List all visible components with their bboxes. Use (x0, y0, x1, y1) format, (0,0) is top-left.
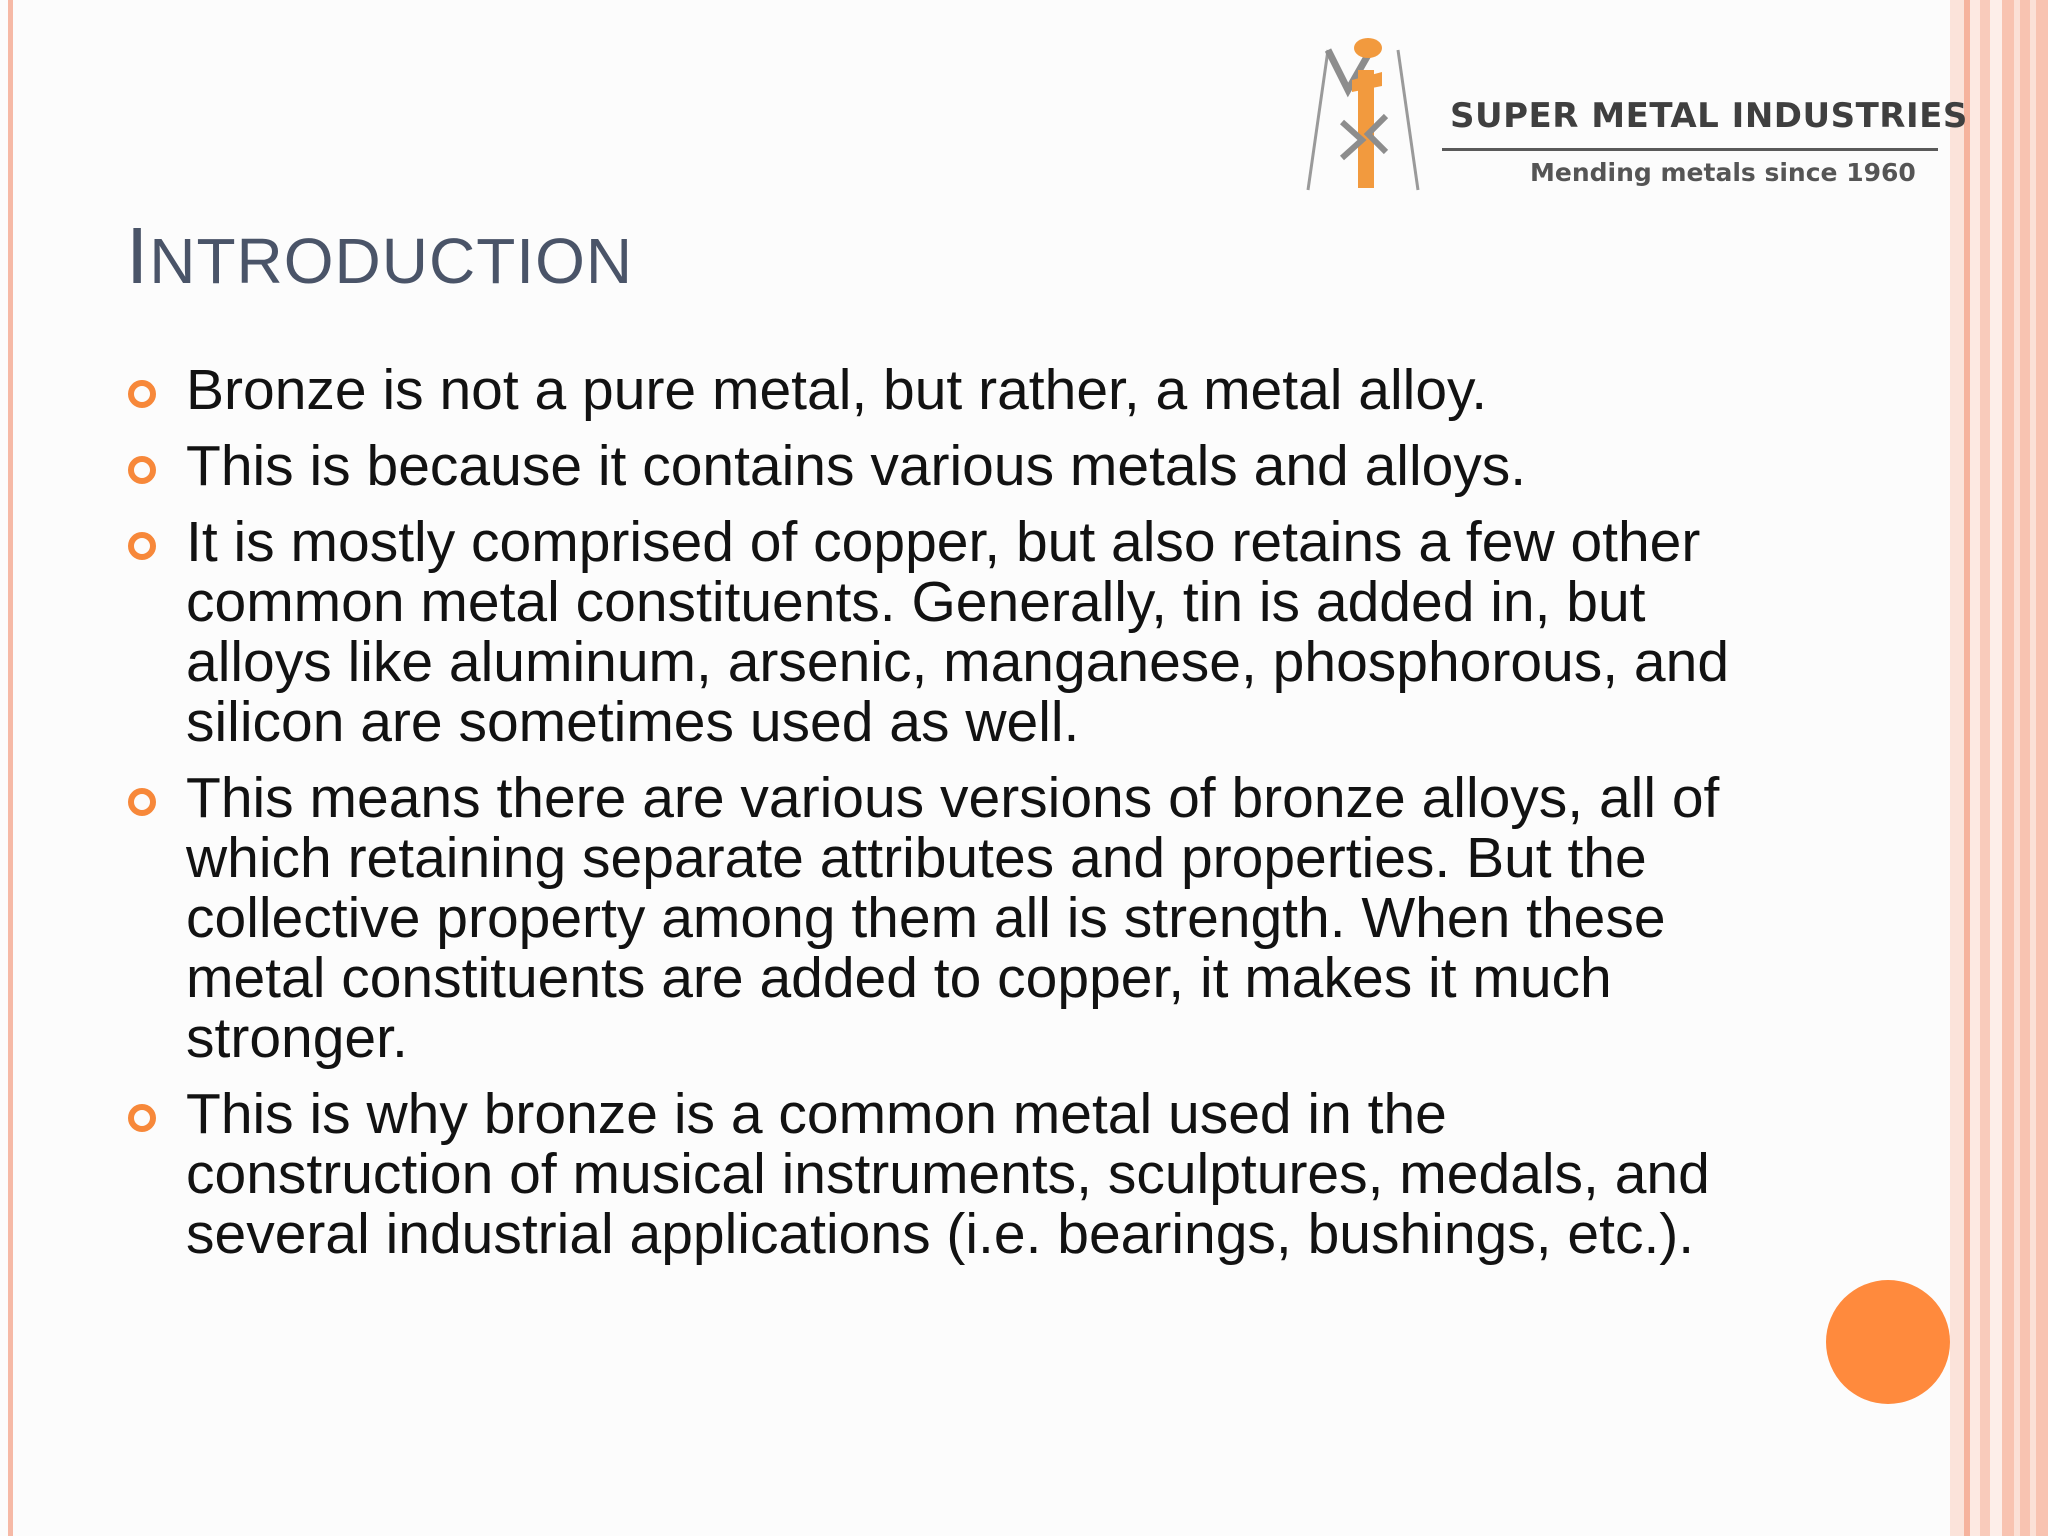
bullet-item (126, 512, 1766, 752)
slide-title-initial: I (126, 211, 150, 300)
orange-dot-decoration (1826, 1280, 1950, 1404)
right-stripe (1990, 0, 2002, 1536)
hollow-circle-bullet-icon (128, 1104, 156, 1132)
slide-title-rest: NTRODUCTION (149, 225, 634, 297)
company-logo (1290, 24, 1968, 204)
logo-company-name: SUPER METAL INDUSTRIES (1450, 96, 1968, 136)
hollow-circle-bullet-icon (128, 380, 156, 408)
bullet-text: Bronze is not a pure metal, but rather, a metal alloy. (186, 358, 1488, 422)
logo-tagline: Mending metals since 1960 (1530, 158, 1916, 187)
right-stripe (2030, 0, 2036, 1536)
bullet-text: It is mostly comprised of copper, but also retains a few other common metal constituents. Generally, tin is added in, but alloys like aluminum, arsenic, manganese, phosphorous, and silicon are sometimes used as well. (186, 510, 1730, 754)
bullet-list (126, 360, 1766, 1280)
hollow-circle-bullet-icon (128, 456, 156, 484)
right-stripe (2014, 0, 2020, 1536)
bullet-text: This is because it contains various metals and alloys. (186, 434, 1527, 498)
left-border (8, 0, 13, 1536)
bullet-item (126, 436, 1766, 496)
right-stripe (2002, 0, 2048, 1536)
bullet-text: This means there are various versions of bronze alloys, all of which retaining separate attributes and properties. But the collective property among them all is strength. When these metal constituents are added to copper, it makes it much stronger. (186, 766, 1720, 1070)
bullet-item (126, 1084, 1766, 1264)
bullet-text: This is why bronze is a common metal used in the construction of musical instruments, sculptures, medals, and several industrial applications (i.e. bearings, bushings, etc.). (186, 1082, 1710, 1266)
logo-divider (1442, 148, 1938, 151)
right-stripe (1950, 0, 1964, 1536)
bullet-item (126, 768, 1766, 1068)
hollow-circle-bullet-icon (128, 788, 156, 816)
slide-title (126, 210, 633, 302)
right-stripe (1980, 0, 1990, 1536)
logo-mark-icon (1298, 30, 1428, 200)
hollow-circle-bullet-icon (128, 532, 156, 560)
right-stripe (1970, 0, 1980, 1536)
bullet-item (126, 360, 1766, 420)
